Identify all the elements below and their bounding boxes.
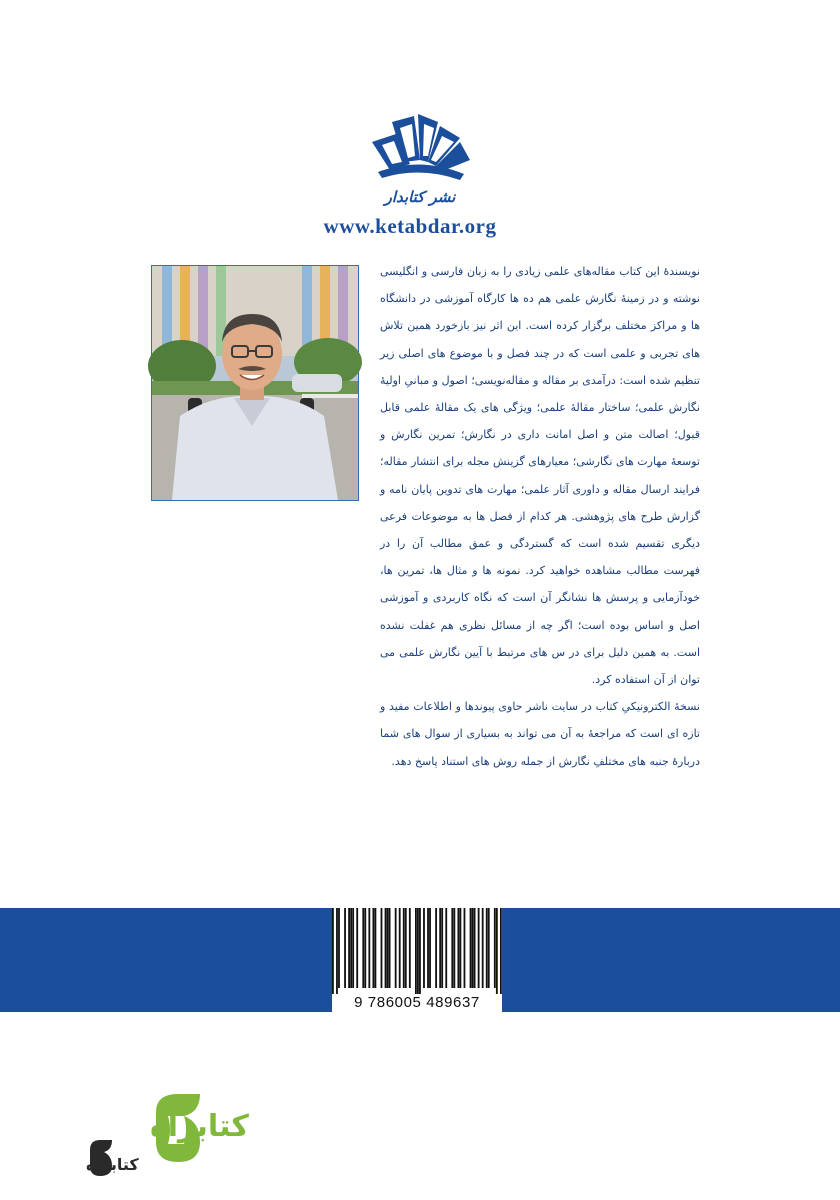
barcode-bar (427, 908, 429, 988)
barcode-bar (385, 908, 387, 988)
barcode-bar (494, 908, 496, 988)
ketabrah-watermark (38, 1088, 249, 1178)
barcode-bar (387, 908, 389, 988)
barcode-bar (482, 908, 484, 988)
barcode-bar (381, 908, 383, 988)
barcode-bar (352, 908, 354, 988)
barcode-bar (500, 908, 502, 994)
barcode-bar (453, 908, 455, 988)
barcode-bar (389, 908, 391, 988)
barcode-bar (423, 908, 425, 988)
book-description (380, 258, 700, 775)
barcode-bar (364, 908, 366, 988)
barcode-bar (451, 908, 453, 988)
barcode-bar (429, 908, 431, 988)
barcode-bar (415, 908, 417, 994)
barcode-bar (486, 908, 488, 988)
ketabrah-logo-icon (38, 1088, 249, 1178)
watermark-text-small: کتابراه (86, 1155, 139, 1174)
barcode-bars-icon (332, 908, 502, 994)
barcode-bar (368, 908, 370, 988)
description-paragraph-1: نویسندهٔ این کتاب مقاله‌های علمی زیادی را به زبان فارسی و انگلیسی نوشته و در زمینهٔ نگارش علمی هم ده ها کارگاه آموزشی در دانشگاه ها و مراکز مختلف برگزار کرده است. این اثر نیز بازخورد همین تلاش های تجربی و علمی است که در چند فصل و با موضوع های اصلی زیر تنظیم شده است: درآمدی بر مقاله و مقاله‌نویسی؛ اصول و مبانیِ اولیهٔ نگارش علمی؛ ساختار مقالهٔ علمی؛ ویژگی های یک مقالهٔ علمی قابل قبول؛ اصالت متن و اصل امانت داری در نگارش؛ تمرین نگارش و توسعهٔ مهارت های نگارشی؛ معیارهای گزینش مجله برای انتشار مقاله؛ فرایند ارسال مقاله و داوری آثار علمی؛ مهارت های تدوین پایان نامه و گزارش طرح های پژوهشی. هر کدام از فصل ها به موضوعات فرعی دیگری تقسیم شده است که گستردگی و عمق مطالب آن را در فهرست مطالب مشاهده خواهید کرد. نمونه ها و مثال ها، تمرین ها، خودآزمایی و پرسش ها نشانگر آن است که نگاه کاربردی و آموزشی اصل و اساس بوده است؛ اگر چه از مسائل نظری هم غفلت نشده است. به همین دلیل برای در س های مرتبط با آیین نگارش علمی می توان از آن استفاده کرد. (380, 265, 700, 687)
barcode-bar (405, 908, 407, 988)
barcode-bar (460, 908, 462, 988)
barcode-bar (472, 908, 474, 988)
publisher-logo-text: نشر کتابدار (384, 188, 456, 206)
barcode-bar (478, 908, 480, 988)
barcode-bar (350, 908, 352, 988)
barcode-bar (332, 908, 334, 994)
barcode-bar (338, 908, 340, 988)
watermark-text-large: کتابراه (150, 1109, 249, 1144)
barcode-bar (439, 908, 441, 988)
isbn-barcode (332, 908, 502, 1012)
barcode-bar (372, 908, 374, 988)
barcode-bar (470, 908, 472, 988)
barcode-bar (336, 908, 338, 994)
isbn-number: 9 786005 489637 (354, 994, 480, 1011)
barcode-bar (488, 908, 490, 988)
barcode-bar (457, 908, 459, 988)
barcode-bar (403, 908, 405, 988)
barcode-bar (435, 908, 437, 988)
barcode-bar (409, 908, 411, 988)
barcode-bar (356, 908, 358, 988)
barcode-bar (344, 908, 346, 988)
barcode-bar (362, 908, 364, 988)
barcode-bar (496, 908, 498, 994)
publisher-logo (368, 112, 472, 208)
book-fan-logo-icon (368, 112, 472, 208)
barcode-bar (474, 908, 476, 988)
barcode-bar (419, 908, 421, 994)
description-paragraph-2: نسخهٔ الکترونیکیِ کتاب در سایت ناشر حاوی پیوندها و اطلاعات مفید و تازه ای است که مراجعهٔ به آن می تواند به بسیاری از سوال های شما دربارهٔ جنبه های مختلفِ نگارش از جمله روش های استناد پاسخ دهد. (380, 700, 700, 768)
barcode-bar (399, 908, 401, 988)
barcode-bar (464, 908, 466, 988)
publisher-website[interactable]: www.ketabdar.org (323, 214, 497, 238)
author-photo (151, 265, 359, 501)
barcode-bar (441, 908, 443, 988)
barcode-bar (348, 908, 350, 988)
barcode-bar (445, 908, 447, 988)
author-portrait-icon (152, 266, 358, 500)
barcode-bar (375, 908, 377, 988)
barcode-bar (395, 908, 397, 988)
barcode-bar (417, 908, 419, 994)
